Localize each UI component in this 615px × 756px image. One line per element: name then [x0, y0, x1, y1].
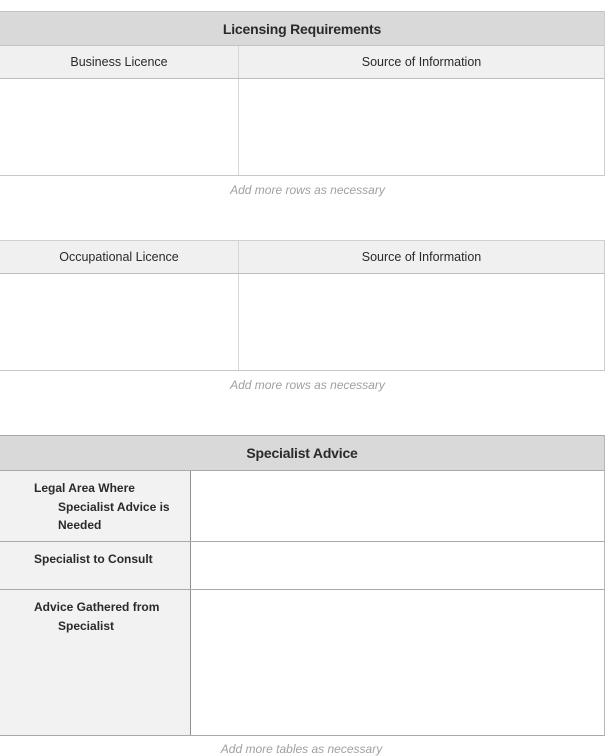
licensing-title-text: Licensing Requirements — [222, 20, 382, 37]
specialist-advice-title — [0, 435, 604, 471]
add-rows-note: Add more rows as necessary — [230, 183, 385, 197]
add-rows-note: Add more rows as necessary — [230, 378, 385, 392]
specialist-to-consult-input[interactable] — [191, 542, 604, 589]
label-line: Needed — [58, 518, 102, 532]
business-licence-cell[interactable] — [0, 79, 239, 175]
occupational-licence-table — [0, 240, 605, 371]
business-licence-column-header: Business Licence — [0, 46, 239, 78]
label-line: Specialist — [58, 618, 115, 633]
table-row — [0, 79, 604, 176]
business-licence-header — [0, 46, 604, 79]
source-of-information-cell[interactable] — [239, 79, 604, 175]
specialist-to-consult-label — [0, 542, 191, 589]
occupational-licence-header — [0, 240, 604, 274]
label-line: Legal Area Where — [34, 481, 135, 495]
business-licence-table — [0, 11, 605, 176]
occupational-licence-cell[interactable] — [0, 274, 239, 370]
advice-gathered-input[interactable] — [191, 590, 604, 735]
label-line: Specialist Advice is — [58, 499, 170, 514]
licensing-requirements-title — [0, 11, 604, 46]
source-of-information-column-header: Source of Information — [361, 55, 482, 69]
table-row — [0, 274, 604, 371]
source-of-information-column-header: Source of Information — [361, 250, 482, 264]
specialist-title-text: Specialist Advice — [246, 445, 358, 461]
specialist-row-legal-area — [0, 471, 604, 542]
label-line: Specialist to Consult — [34, 552, 153, 566]
occupational-licence-column-header: Occupational Licence — [0, 241, 239, 273]
specialist-row-consult — [0, 542, 604, 590]
legal-area-input[interactable] — [191, 471, 604, 541]
advice-gathered-label — [0, 590, 191, 735]
specialist-row-advice — [0, 590, 604, 736]
label-line: Advice Gathered from — [34, 600, 160, 614]
add-tables-note: Add more tables as necessary — [220, 742, 383, 756]
legal-area-label — [0, 471, 191, 541]
specialist-advice-table — [0, 435, 605, 736]
source-of-information-cell[interactable] — [239, 274, 604, 370]
